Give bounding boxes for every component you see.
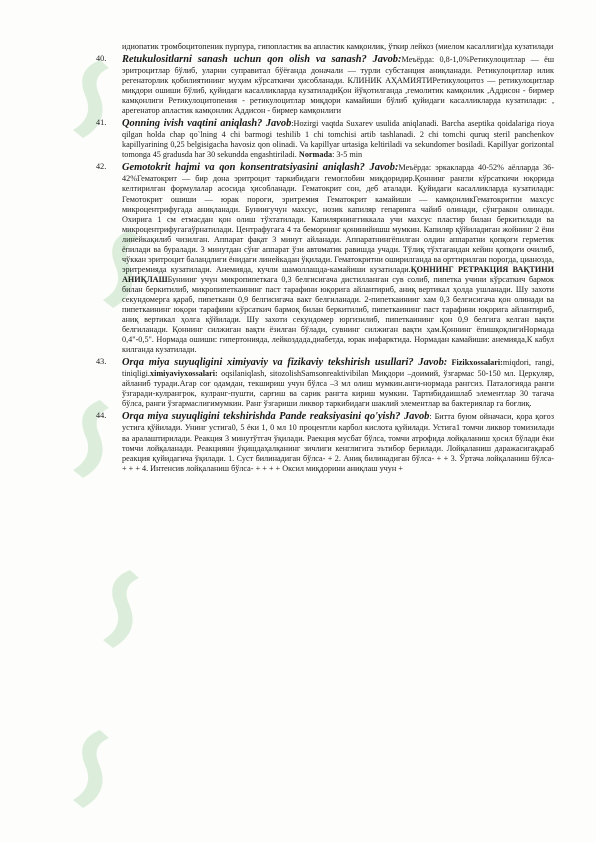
question-number: 40. (96, 54, 107, 64)
norma-label: Normada (298, 150, 333, 160)
question-body: : Битта буюм ойначаси, қора қоғоз устига қўйилади. Унинг устига0, 5 ёки 1, 0 мл 10 процентли карбол кислота қуйилади. Устига1 томчи ликвор томизилади ва аралаштирилади. Реакция 3 минутўтгач ўқилади. Раекция мусбат бўлса, томчи атрофида лойқаланиш ҳосил бўлади ёки томчи лойқаланади. Реакциянн ўқишдаҳалқанинг зичлиги кенглигига эътибор берилади. Лойқаланиш даражасигақараб реакция қуйидагича ўқилади. 1. Суст билинадиган бўлса- + 2. Аниқ билинадиган бўлса- + + 3. Ўртача лойқаланиш бўлса- + + + 4. Интенсив лойқаланиш бўлса- + + + + Оксил миқдорини аниқлаш учун + (122, 412, 554, 473)
question-number: 43. (96, 357, 107, 367)
document-page (96, 42, 555, 476)
question-body: :Hozirgi vaqtda Suxarev usulida aniqlanadi. Barcha aseptika qoidalariga rioya qilgan holda chap qo`lning 4 chi barmogi teshilib 1 chi tomchisi artib tashlanadi. 2 chi tomchi quruq steril panchenkov kapillyarining 0,25 belgisigacha havosiz qon olinadi. Va kapillyar urtasiga keltiriladi va sekundomer bosiladi. Kapillyar gorizontal tomonga 45 gradusda har 30 sekundda engashtiriladi. (122, 119, 554, 160)
question-title: Qonning ivish vaqtini aniqlash? Javob (122, 118, 292, 130)
question-number: 44. (96, 411, 107, 421)
physical-props-label: Fizikxossalari: (451, 358, 503, 368)
question-body: Меъёрда: эркакларда 40-52% аёлларда 36-42%Гематокрит — бир дона эритроцит таркибидаги гемоглобин миқдоридир.Қоннинг рангли кўрсаткичи юқорида келтирилган формулалар асосида ҳисобланади. Гематокрит сон, деб аталади. Қуйидаги касалликларда кузатилади: Гемотокрит ошиши — юрак пороги, эритремия Гематокрит камайиши — камқонликГематокритни махсус микроцентрифугада аниқланади. Буниигучун махсус, нозик капиляр гепаринга чайиб олинади, сўнгракон олинади. Охирига 1 см етмасдан қон олиш тўхтатилади. Капилярнинггиккала учи махсус пластир билан беркитилади ва микроцентрифугагаўрнатилади. Центрафугага 4 та беморнинг қонинийишш мумкин. Капиляр қўйиладиган жойнинг 2 ёни линейкақилиб чизилган. Аппарат фақат 3 минут айланади. Аппаратнингёпилган олдин аппаратни қопқоғи герметик ёпилади ва буралади. 3 минутдан сўнг аппарат ўзи автоматик равишда учади. Тўлиқ тўхтагандан кейин қопқоғи очилиб, чўккан эритроцит баландлиги ёнидаги линейкадан ўқилади. Гематокритни оширилганда ва орттирилган порогда, цианозда, эритремияда кузатилади. Анемияда, кучли шамоллашда-камайиши кузатилади. (122, 163, 554, 274)
question-40 (96, 54, 555, 116)
section-subbody: Буниииг учун микропипеткага 0,3 белгисигача дистилланган сув солиб, пипетка учини кўрсаткич бармок билан беркитилиб, микропипеткаининг паст тарафини юқорига айлантириб, аниқ вертикал ҳолда ушланади. Шу захоти секундомерга қараб, пипеткани 0,9 белгисигача вакт белгиланади. 2-пипеткаинииг хам 0,3 белгисигача қон олинади ва пипеткаининг юқори тарафини кўрсаткич бармоқ билан беркитилиб, пипеткаининг паст тарафини юқорига айлантириб, аниқ вертикал ҳолга қўйилади. Шу захоти секундомер юргизилиб, пипеткаининг қон 0,9 белгига келган вақти белгиланади. Қоннинг силжиган вақти ёзилган бўлади, сувнинг силжиган вақти ҳам.Қоннинг ёпишқоқлигиНормада 0,4"-0,5". Нормада ошиши: гипертонияда, лейкоздада,диабетда, юрак инфарктида. Нормадан камайиши: анемияда,К кабул килганда кузатилади. (122, 274, 554, 355)
norma-value: : 3-5 min (332, 150, 363, 160)
question-title: Gemotokrit hajmi va qon konsentratsiyasini aniqlash? Javob: (122, 162, 399, 174)
question-43 (96, 357, 555, 409)
physical-props-text: miqdori, rangi, tiniqligi. (122, 358, 555, 379)
question-number: 41. (96, 118, 107, 128)
question-title: Retukulositlarni sanash uchun qon olish va sanash? Javob: (122, 54, 402, 66)
question-44 (96, 411, 554, 473)
section-subtitle: ҚОННИНГ РЕТРАКЦИЯ ВАҚТИНИ АНИҚЛАШ (122, 264, 554, 284)
chemical-props-label: ximiyaviyxossalari: (149, 369, 218, 379)
intro-text: идиопатик тромбоцитопеник пурпура, гипопластик ва апластик камқонлик, ўткир лейкоз (миелом касаллиги)да кузатилади (122, 42, 554, 51)
question-title-colon: : (443, 357, 448, 369)
question-title: Orqa miya suyuqligini ximiyaviy va fizikaviy tekshirish usullari? Javob (122, 357, 444, 369)
question-42 (96, 162, 554, 355)
question-41 (96, 118, 554, 160)
question-number: 42. (96, 162, 107, 172)
chemical-props-text: oqsilaniqlash, sitozolishSamsonreaktivibilan Миқдори –доимий, ўзгармас 50-150 мл. Церкуляр, айланиб туради.Агар соғ одамдан, текшириш учун бўлса –3 мл олиш мумкин.анги-нормада рангсиз. Паталогияда ранги ўзгаради-кулрангрок, кулранг-пушти, сарғиш ва сарик рангта кириш мумкин. Тартибидаишлаб элементлар 30 тагача бўлса, ранги ўзгармаслигимумкин. Ранг ўзгариши ликвор таркибидаги шаклий элементлар ва бактериялар га боғлиқ. (122, 369, 554, 409)
question-body: Меъёрда: 0,8-1,0%Ретикулоцитлар — ёш эритроцитлар бўлиб, уларни суправитал бўёғанда доначали — турли субстанция аниқланади. Ретикулоцитлар илик регенаторлик қобилиятининг муҳим кўрсаткичи ҳисобланади. КЛИНИК АҲАМИЯТИРетикулоцитоз — ретикулоцитлар миқдори ошиши бўлиб, қуйидаги касалликларда кузатиладиҚон йўқотилганда ,гемолитик камқонлик ,Аддисон - бирмер камқонлиги Ретикулоцитопения - ретикулоцитлар миқдори камайиши бўлиб қуйидаги касалликларда кузатилади: , арегенатор апластик камқонлик Аддисон - бирмер камқонлиги (122, 55, 555, 116)
question-title: Orqa miya suyuqligini tekshirishda Pande reaksiyasini qo'yish? Javob (122, 411, 430, 423)
